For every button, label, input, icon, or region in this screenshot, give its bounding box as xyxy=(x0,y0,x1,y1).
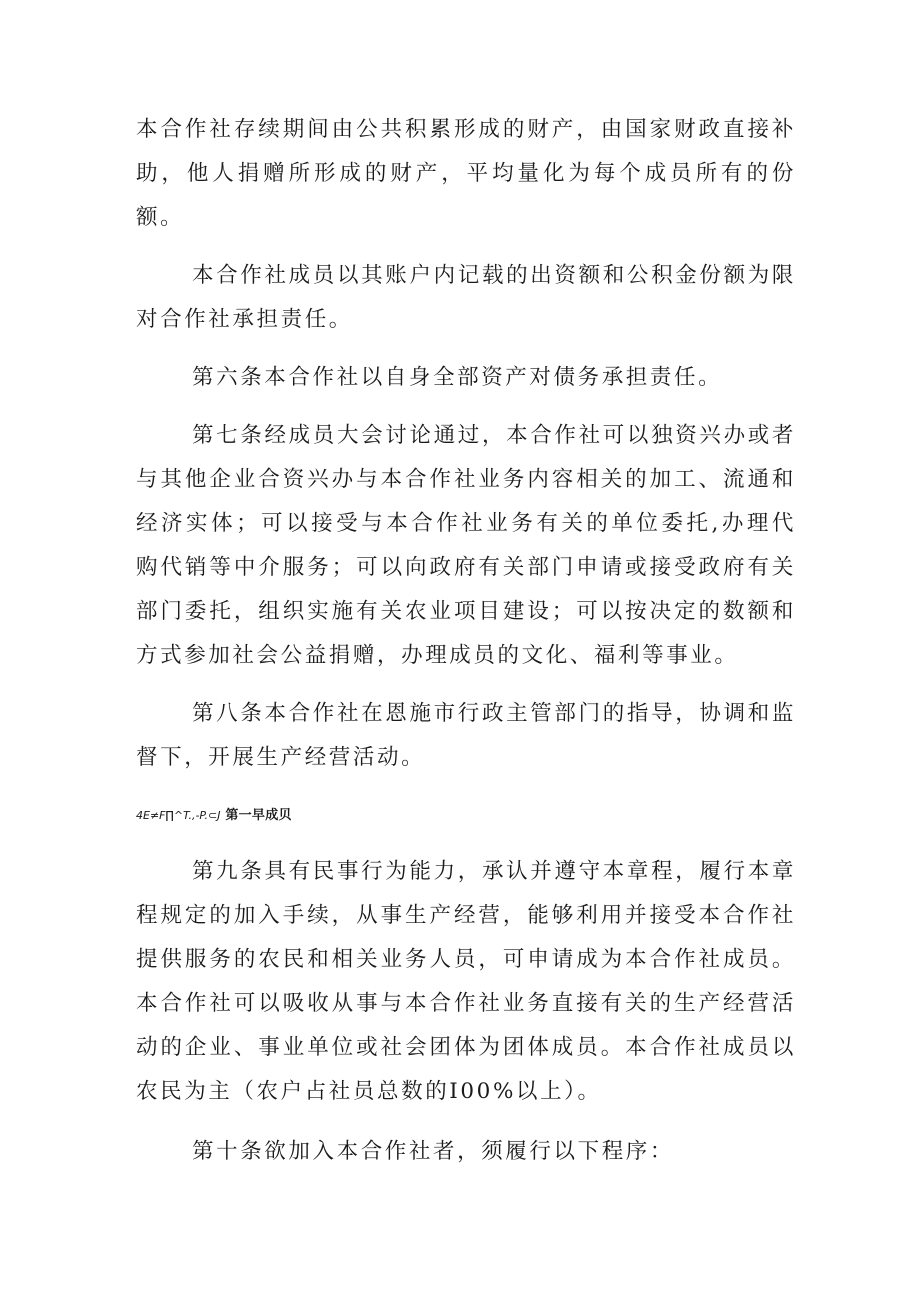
paragraph-property-continuation: 本合作社存续期间由公共积累形成的财产，由国家财政直接补助，他人捐赠所形成的财产，平均量化为每个成员所有的份额。 xyxy=(136,117,796,230)
section-heading-title: 第一早成贝 xyxy=(225,808,292,823)
paragraph-article-7: 第七条经成员大会讨论通过，本合作社可以独资兴办或者与其他企业合资兴办与本合作社业务内容相关的加工、流通和经济实体；可以接受与本合作社业务有关的单位委托,办理代购代销等中介服务；可以向政府有关部门申请或接受政府有关部门委托，组织实施有关农业项目建设；可以按决定的数额和方式参加社会公益捐赠，办理成员的文化、福利等事业。 xyxy=(136,423,796,668)
section-heading-garbled-prefix: 4E≠F∏^T.,-P.⊂J xyxy=(136,809,221,822)
paragraph-article-9: 第九条具有民事行为能力，承认并遵守本章程，履行本章程规定的加入手续，从事生产经营，能够利用并接受本合作社提供服务的农民和相关业务人员，可申请成为本合作社成员。本合作社可以吸收从事与本合作社业务直接有关的生产经营活动的企业、事业单位或社会团体为团体成员。本合作社成员以农民为主（农户占社员总数的I00%以上）。 xyxy=(136,859,796,1104)
paragraph-member-liability: 本合作社成员以其账户内记载的出资额和公积金份额为限对合作社承担责任。 xyxy=(136,263,796,332)
section-heading xyxy=(136,804,796,828)
document-body xyxy=(136,108,796,1174)
paragraph-article-6: 第六条本合作社以自身全部资产对债务承担责任。 xyxy=(192,365,723,390)
paragraph-article-10: 第十条欲加入本合作社者，须履行以下程序： xyxy=(192,1139,675,1164)
paragraph-article-8: 第八条本合作社在恩施市行政主管部门的指导，协调和监督下，开展生产经营活动。 xyxy=(136,701,796,770)
